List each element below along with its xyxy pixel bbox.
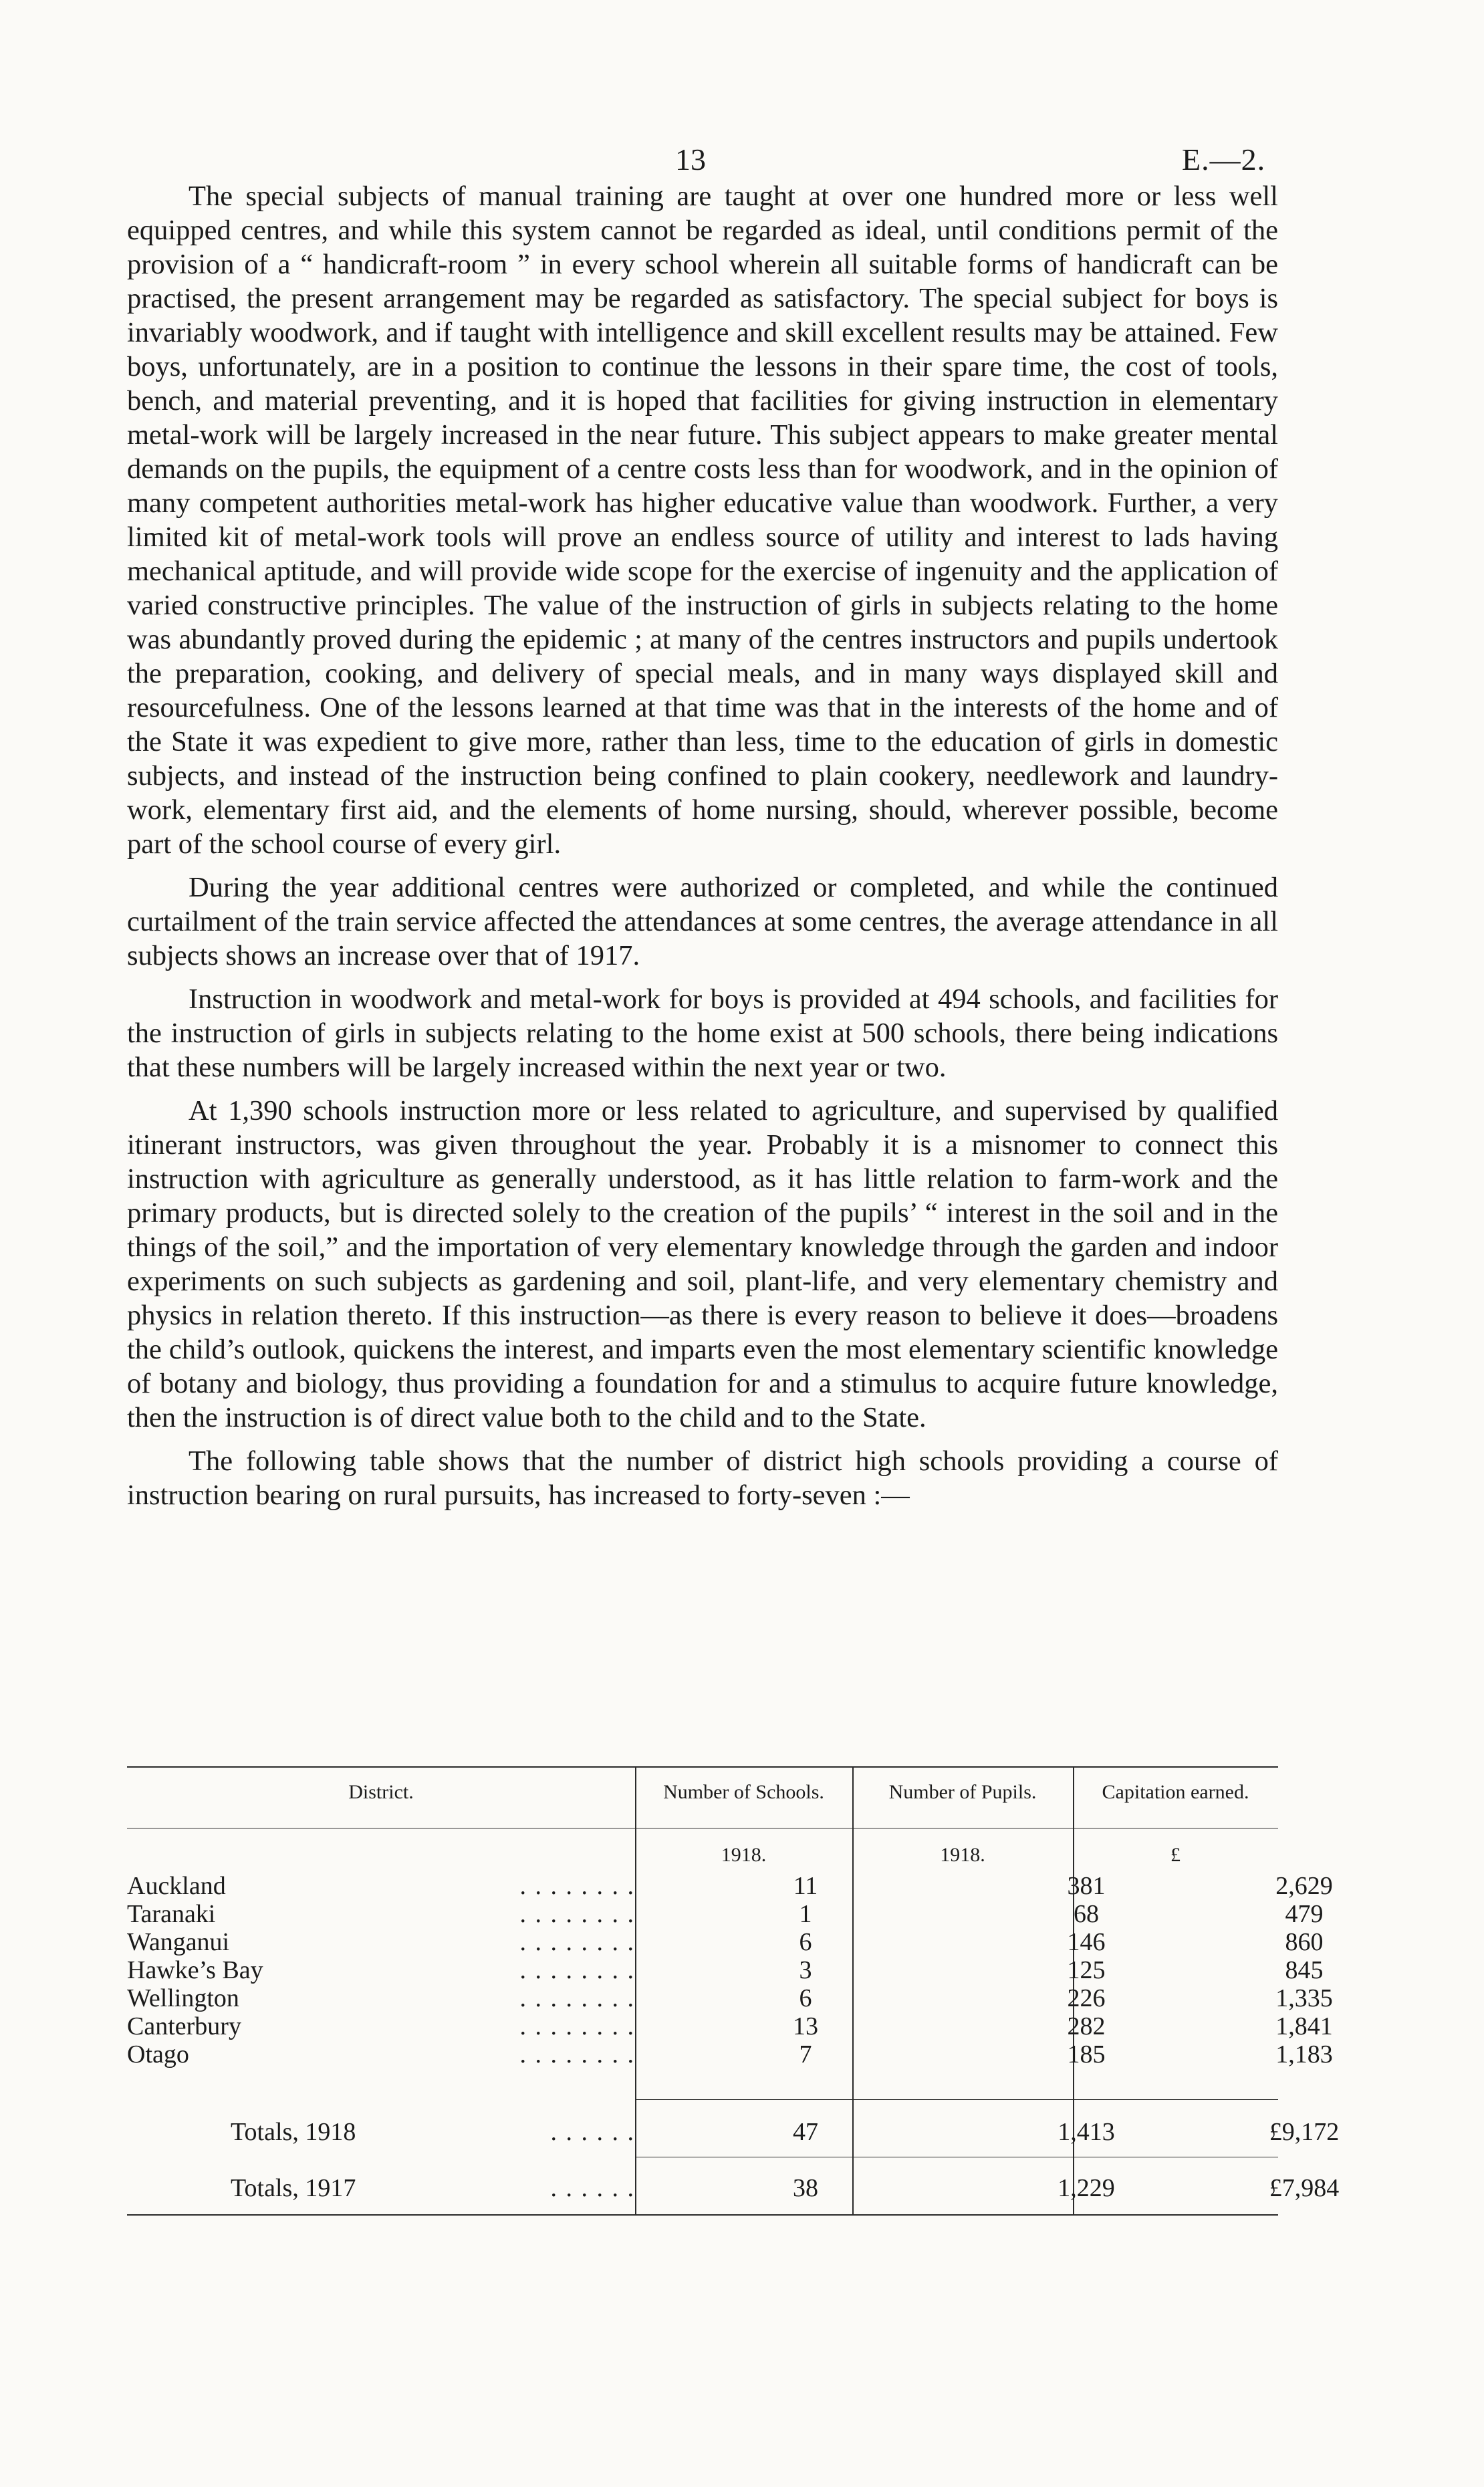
pupils-value: 381 — [1067, 1872, 1106, 1900]
totals-label: Totals, 1918 — [231, 2118, 356, 2146]
paragraph: The special subjects of manual training are taught at over one hundred more or less well equipped centres, and while this system cannot be regarded as ideal, until conditions permit of the provision of a “ handicraft-room ” in every school wherein all suitable forms of handicraft can be practised, the present arrangement may be regarded as satisfactory. The special subject for boys is invariably woodwork, and if taught with intelligence and skill excellent results may be attained. Few boys, unfortunately, are in a position to continue the lessons in their spare time, the cost of tools, bench, and material preventing, and it is hoped that facilities for giving instruction in elementary metal-work will be largely increased in the near future. This subject appears to make greater mental demands on the pupils, the equipment of a centre costs less than for woodwork, and in the opinion of many competent authorities metal-work has higher educative value than woodwork. Further, a very limited kit of metal-work tools will prove an endless source of utility and interest to lads having mechanical aptitude, and will provide wide scope for the exercise of ingenuity and the application of varied constructive principles. The value of the instruction of girls in subjects relating to the home was abundantly proved during the epidemic ; at many of the centres instructors and pupils undertook the preparation, cooking, and delivery of special meals, and in many ways displayed skill and resourcefulness. One of the lessons learned at that time was that in the interests of the home and of the State it was expedient to give more, rather than less, time to the education of girls in domestic subjects, and instead of the instruction being confined to plain cookery, needlework and laundry-work, elementary first aid, and the elements of home nursing, should, wherever possible, become part of the school course of every girl. — [127, 181, 1278, 860]
table-row — [127, 1872, 1333, 1900]
pupils-value: 185 — [1067, 2040, 1106, 2068]
pupils-total: 1,229 — [1058, 2174, 1115, 2202]
capitation-total: £7,984 — [1269, 2174, 1340, 2202]
table-row — [127, 2012, 1333, 2040]
schools-value: 6 — [799, 1928, 812, 1956]
pupils-value: 282 — [1067, 2012, 1106, 2040]
paragraph: The following table shows that the number of district high schools providing a course of instruction bearing on rural pursuits, has increased to forty-seven :— — [127, 1445, 1278, 1511]
totals-row — [127, 2118, 1340, 2151]
schools-value: 13 — [793, 2012, 818, 2040]
table-row — [127, 2040, 1333, 2068]
table-row — [127, 1956, 1324, 1984]
leader-dots: . . . . . . . . — [519, 1956, 635, 1984]
capitation-value: 479 — [1285, 1900, 1324, 1928]
leader-dots: . . . . . . . . — [519, 1984, 635, 2012]
pupils-value: 146 — [1067, 1928, 1106, 1956]
leader-dots: . . . . . . — [550, 2118, 635, 2146]
capitation-value: 2,629 — [1275, 1872, 1333, 1900]
table-bottom-rule — [127, 2214, 1278, 2216]
district-name: Otago — [127, 2040, 189, 2068]
capitation-value: 1,335 — [1275, 1984, 1333, 2012]
page-number: 13 — [675, 142, 706, 176]
column-header-pupils: Number of Pupils. — [888, 1781, 1037, 1803]
leader-dots: . . . . . . . . — [519, 1872, 635, 1900]
schools-value: 3 — [799, 1956, 812, 1984]
document-code: E.—2. — [1182, 142, 1266, 176]
schools-total: 38 — [793, 2174, 818, 2202]
schools-value: 6 — [799, 1984, 812, 2012]
schools-value: 11 — [793, 1872, 818, 1900]
schools-year-label: 1918. — [721, 1844, 767, 1866]
capitation-total: £9,172 — [1269, 2118, 1340, 2146]
table-row — [127, 1900, 1324, 1928]
district-name: Auckland — [127, 1872, 226, 1900]
column-header-capitation: Capitation earned. — [1102, 1781, 1249, 1803]
leader-dots: . . . . . . . . — [519, 2012, 635, 2040]
district-name: Canterbury — [127, 2012, 241, 2040]
table-row — [127, 1984, 1333, 2012]
capitation-value: 845 — [1285, 1956, 1324, 1984]
totals-label: Totals, 1917 — [231, 2174, 356, 2202]
leader-dots: . . . . . . . . — [519, 1900, 635, 1928]
paragraph: At 1,390 schools instruction more or less related to agriculture, and supervised by qualified itinerant instructors, was given throughout the year. Probably it is a misnomer to connect this instruction with agriculture as generally understood, as it has little relation to farm-work and the primary products, but is directed solely to the creation of the pupils’ “ interest in the soil and in the things of the soil,” and the importation of very elementary knowledge through the garden and indoor experiments on such subjects as gardening and soil, plant-life, and very elementary chemistry and physics in relation thereto. If this instruction—as there is every reason to believe it does—broadens the child’s outlook, quickens the interest, and imparts even the most elementary scientific knowledge of botany and biology, thus providing a foundation for and a stimulus to acquire future knowledge, then the instruction is of direct value both to the child and to the State. — [127, 1095, 1278, 1433]
table-row — [127, 1928, 1324, 1956]
pupils-value: 68 — [1074, 1900, 1099, 1928]
pupils-value: 125 — [1067, 1956, 1106, 1984]
totals-row — [127, 2174, 1340, 2208]
paragraph: During the year additional centres were authorized or completed, and while the continued curtailment of the train service affected the attendances at some centres, the average attendance in all subjects shows an increase over that of 1917. — [127, 872, 1278, 971]
totals-rule — [635, 2099, 1278, 2100]
body-text — [127, 179, 1278, 1522]
leader-dots: . . . . . . — [550, 2174, 635, 2202]
column-header-schools: Number of Schools. — [663, 1781, 824, 1803]
capitation-value: 1,841 — [1275, 2012, 1333, 2040]
table-top-rule — [127, 1766, 1278, 1768]
schools-value: 1 — [799, 1900, 812, 1928]
column-header-district: District. — [348, 1781, 414, 1803]
leader-dots: . . . . . . . . — [519, 2040, 635, 2068]
schools-total: 47 — [793, 2118, 818, 2146]
capitation-value: 860 — [1285, 1928, 1324, 1956]
district-name: Wanganui — [127, 1928, 230, 1956]
pupils-total: 1,413 — [1058, 2118, 1115, 2146]
district-name: Hawke’s Bay — [127, 1956, 263, 1984]
district-name: Taranaki — [127, 1900, 216, 1928]
pupils-year-label: 1918. — [940, 1844, 985, 1866]
capitation-unit-label: £ — [1170, 1844, 1181, 1866]
capitation-value: 1,183 — [1275, 2040, 1333, 2068]
pupils-value: 226 — [1067, 1984, 1106, 2012]
schools-value: 7 — [799, 2040, 812, 2068]
district-name: Wellington — [127, 1984, 239, 2012]
paragraph: Instruction in woodwork and metal-work for boys is provided at 494 schools, and facilities for the instruction of girls in subjects relating to the home exist at 500 schools, there being indications that these numbers will be largely increased within the next year or two. — [127, 983, 1278, 1083]
leader-dots: . . . . . . . . — [519, 1928, 635, 1956]
